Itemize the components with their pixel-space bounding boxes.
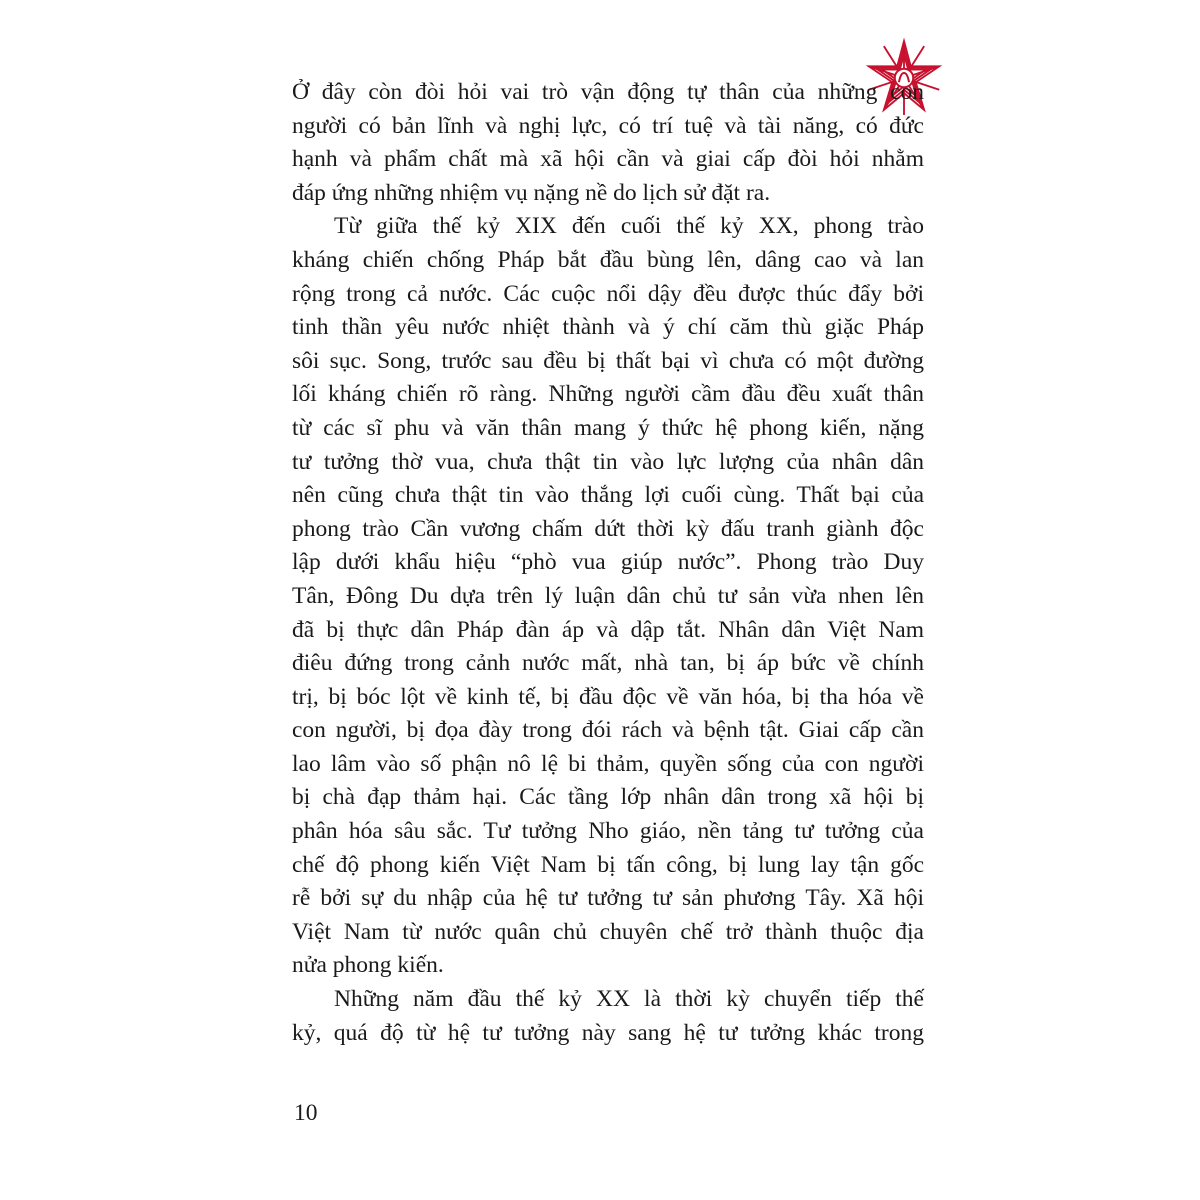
text-line: đã bị thực dân Pháp đàn áp và dập tắt. Nhân dân Việt Nam <box>292 616 924 643</box>
text-line: từ các sĩ phu và văn thân mang ý thức hệ phong kiến, nặng <box>292 414 924 441</box>
text-line: nên cũng chưa thật tin vào thắng lợi cuối cùng. Thất bại của <box>292 482 924 509</box>
text-line: con người, bị đọa đày trong đói rách và bệnh tật. Giai cấp cần <box>292 717 924 744</box>
body-text <box>292 76 924 1050</box>
text-line: kỷ, quá độ từ hệ tư tưởng này sang hệ tư tưởng khác trong <box>292 1019 924 1046</box>
text-line: phong trào Cần vương chấm dứt thời kỳ đấu tranh giành độc <box>292 515 924 542</box>
text-line: lối kháng chiến rõ ràng. Những người cầm đầu đều xuất thân <box>292 381 924 408</box>
text-line: Tân, Đông Du dựa trên lý luận dân chủ tư sản vừa nhen lên <box>292 582 924 609</box>
text-line: nửa phong kiến. <box>292 952 444 979</box>
text-line: hạnh và phẩm chất mà xã hội cần và giai cấp đòi hỏi nhằm <box>292 146 924 173</box>
text-line: đáp ứng những nhiệm vụ nặng nề do lịch sử đặt ra. <box>292 179 771 206</box>
page-number: 10 <box>294 1100 318 1126</box>
text-line: Những năm đầu thế kỷ XX là thời kỳ chuyển tiếp thế <box>334 986 924 1013</box>
text-line: kháng chiến chống Pháp bắt đầu bùng lên, dâng cao và lan <box>292 246 924 273</box>
text-line: người có bản lĩnh và nghị lực, có trí tuệ và tài năng, có đức <box>292 112 924 139</box>
text-line: điêu đứng trong cảnh nước mất, nhà tan, bị áp bức về chính <box>292 650 924 677</box>
text-line: sôi sục. Song, trước sau đều bị thất bại vì chưa có một đường <box>292 347 924 374</box>
paragraph-3 <box>292 983 924 1050</box>
text-line: tinh thần yêu nước nhiệt thành và ý chí căm thù giặc Pháp <box>292 314 924 341</box>
text-line: chế độ phong kiến Việt Nam bị tấn công, bị lung lay tận gốc <box>292 851 924 878</box>
text-line: rộng trong cả nước. Các cuộc nổi dậy đều được thúc đẩy bởi <box>292 280 924 307</box>
text-line: Từ giữa thế kỷ XIX đến cuối thế kỷ XX, phong trào <box>334 213 924 240</box>
text-line: lao lâm vào số phận nô lệ bi thảm, quyền sống của con người <box>292 750 924 777</box>
text-line: tư tưởng thờ vua, chưa thật tin vào lực lượng của nhân dân <box>292 448 924 475</box>
text-line: Việt Nam từ nước quân chủ chuyên chế trở thành thuộc địa <box>292 918 924 945</box>
text-line: lập dưới khẩu hiệu “phò vua giúp nước”. Phong trào Duy <box>292 549 924 576</box>
paragraph-1 <box>292 76 924 210</box>
paragraph-2 <box>292 210 924 983</box>
text-line: phân hóa sâu sắc. Tư tưởng Nho giáo, nền tảng tư tưởng của <box>292 818 924 845</box>
text-line: bị chà đạp thảm hại. Các tầng lớp nhân dân trong xã hội bị <box>292 784 924 811</box>
text-line: rễ bởi sự du nhập của hệ tư tưởng tư sản phương Tây. Xã hội <box>292 885 924 912</box>
text-line: trị, bị bóc lột về kinh tế, bị đầu độc về văn hóa, bị tha hóa về <box>292 683 924 710</box>
text-line: Ở đây còn đòi hỏi vai trò vận động tự thân của những con <box>292 79 924 105</box>
